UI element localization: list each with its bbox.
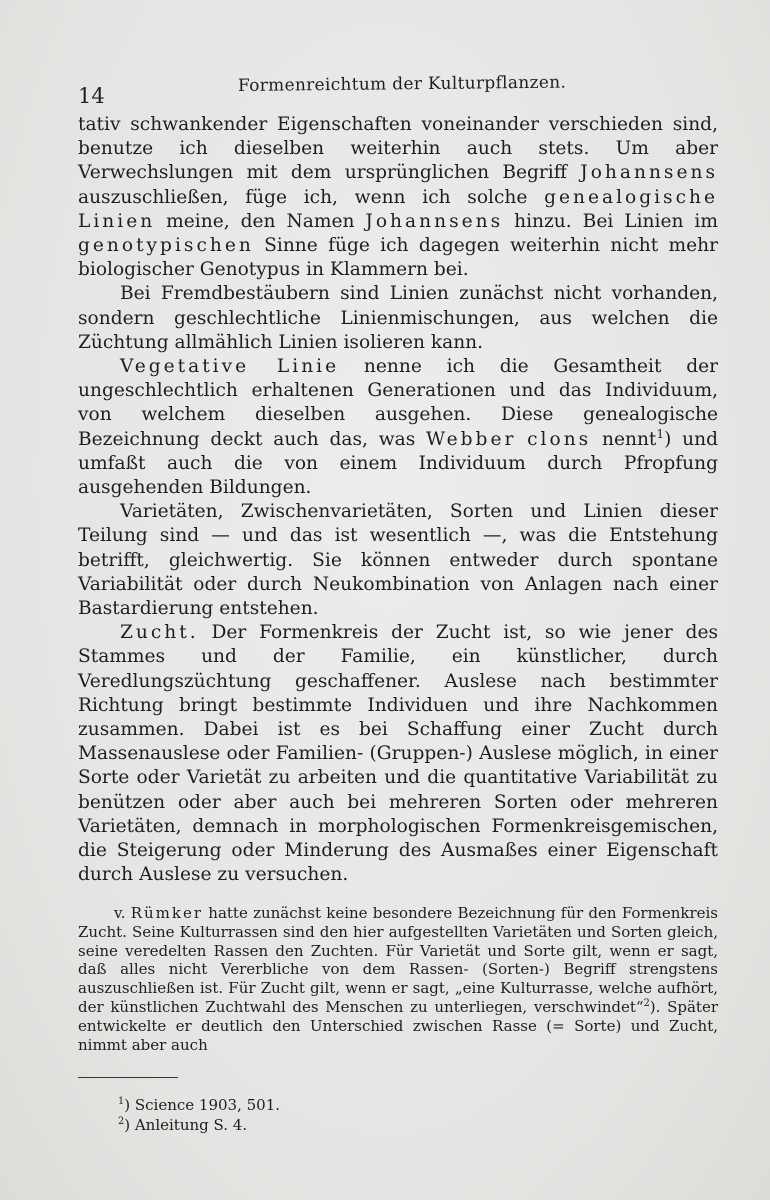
footnote-divider xyxy=(78,1077,178,1078)
footnote-1: $^1$) Science 1903, 501. xyxy=(118,1096,281,1114)
term-zucht: Zucht. xyxy=(120,622,199,644)
paragraph-2: Bei Fremdbestäubern sind Linien zunächst nicht vorhanden, sondern geschlechtliche Linienmischungen, aus welchen die Züchtung allmählich Linien isolieren kann. xyxy=(78,283,718,353)
footnote-2: $^2$) Anleitung S. 4. xyxy=(118,1116,248,1134)
footnote-ref-1: 1 xyxy=(656,426,665,441)
term-genotypischen: genotypischen xyxy=(78,235,254,257)
page-header xyxy=(78,72,718,108)
term-genealogische-linien: genealogische Linien xyxy=(78,186,718,232)
small-print-note: v. Rümker hatte zunächst keine besondere Bezeichnung für den Formenkreis Zucht. Seine Kulturrassen sind den hier aufgestellten Varietäten und Sorten gleich, seine veredelten Rassen den Zuchten. Für Varietät und Sorte gilt, wenn er sagt, daß alles nicht Vererbliche von dem Rassen- (Sorten-) Begriff strengstens auszuschließen ist. Für Zucht gilt, wenn er sagt, „eine Kulturrasse, welche aufhört, der künstlichen Zuchtwahl des Menschen zu unterliegen, verschwindet“$^2$). Später entwickelte er deutlich den Unterschied zwischen Rasse (= Sorte) und Zucht, nimmt aber auch xyxy=(78,904,718,1054)
author-name: Rümker xyxy=(130,904,204,922)
running-title: Formenreichtum der Kulturpflanzen. xyxy=(237,72,567,96)
term-vegetative-linie: Vegetative Linie xyxy=(120,356,340,378)
author-name: Webber xyxy=(426,428,517,450)
page-number: 14 xyxy=(78,84,105,108)
author-name: Johannsens xyxy=(365,210,504,232)
footnotes xyxy=(118,1095,280,1135)
paragraph-4: Varietäten, Zwischenvarietäten, Sorten und Linien dieser Teilung sind — und das ist wesentlich —, was die Entstehung betrifft, gleichwertig. Sie können entweder durch spontane Variabilität oder durch Neukombination von Anlagen nach einer Bastardierung entstehen. xyxy=(78,501,718,620)
paragraph-5: Zucht. Der Formenkreis der Zucht ist, so wie jener des Stammes und der Familie, ein künstlicher, durch Veredlungszüchtung geschaffener. Auslese nach bestimmter Richtung bringt bestimmte Individuen und ihre Nachkommen zusammen. Dabei ist es bei Schaffung einer Zucht durch Massenauslese oder Familien- (Gruppen-) Auslese möglich, in einer Sorte oder Varietät zu arbeiten und die quantitative Variabilität zu benützen oder aber auch bei mehreren Sorten oder mehreren Varietäten, demnach in morphologischen Formenkreisgemischen, die Steigerung oder Minderung des Ausmaßes einer Eigenschaft durch Auslese zu versuchen. xyxy=(78,622,718,886)
footnote-ref-2: 2 xyxy=(643,997,650,1009)
term-clons: clons xyxy=(527,428,592,450)
paragraph-1: tativ schwankender Eigenschaften voneinander verschieden sind, benutze ich dieselben weiterhin auch stets. Um aber Verwechslungen mit dem ursprünglichen Begriff Johannsens auszuschließen, füge ich, wenn ich solche genealogische Linien meine, den Namen Johannsens hinzu. Bei Linien im genotypischen Sinne füge ich dagegen weiterhin nicht mehr biologischer Genotypus in Klammern bei. xyxy=(78,114,718,281)
paragraph-3: Vegetative Linie nenne ich die Gesamtheit der ungeschlechtlich erhaltenen Generationen und das Individuum, von welchem dieselben ausgehen. Diese genealogische Bezeichnung deckt auch das, was Webber clons nennt$^1$) und umfaßt auch die von einem Individuum durch Pfropfung ausgehenden Bildungen. xyxy=(78,356,718,499)
main-text xyxy=(78,113,718,888)
author-name: Johannsens xyxy=(580,162,718,184)
